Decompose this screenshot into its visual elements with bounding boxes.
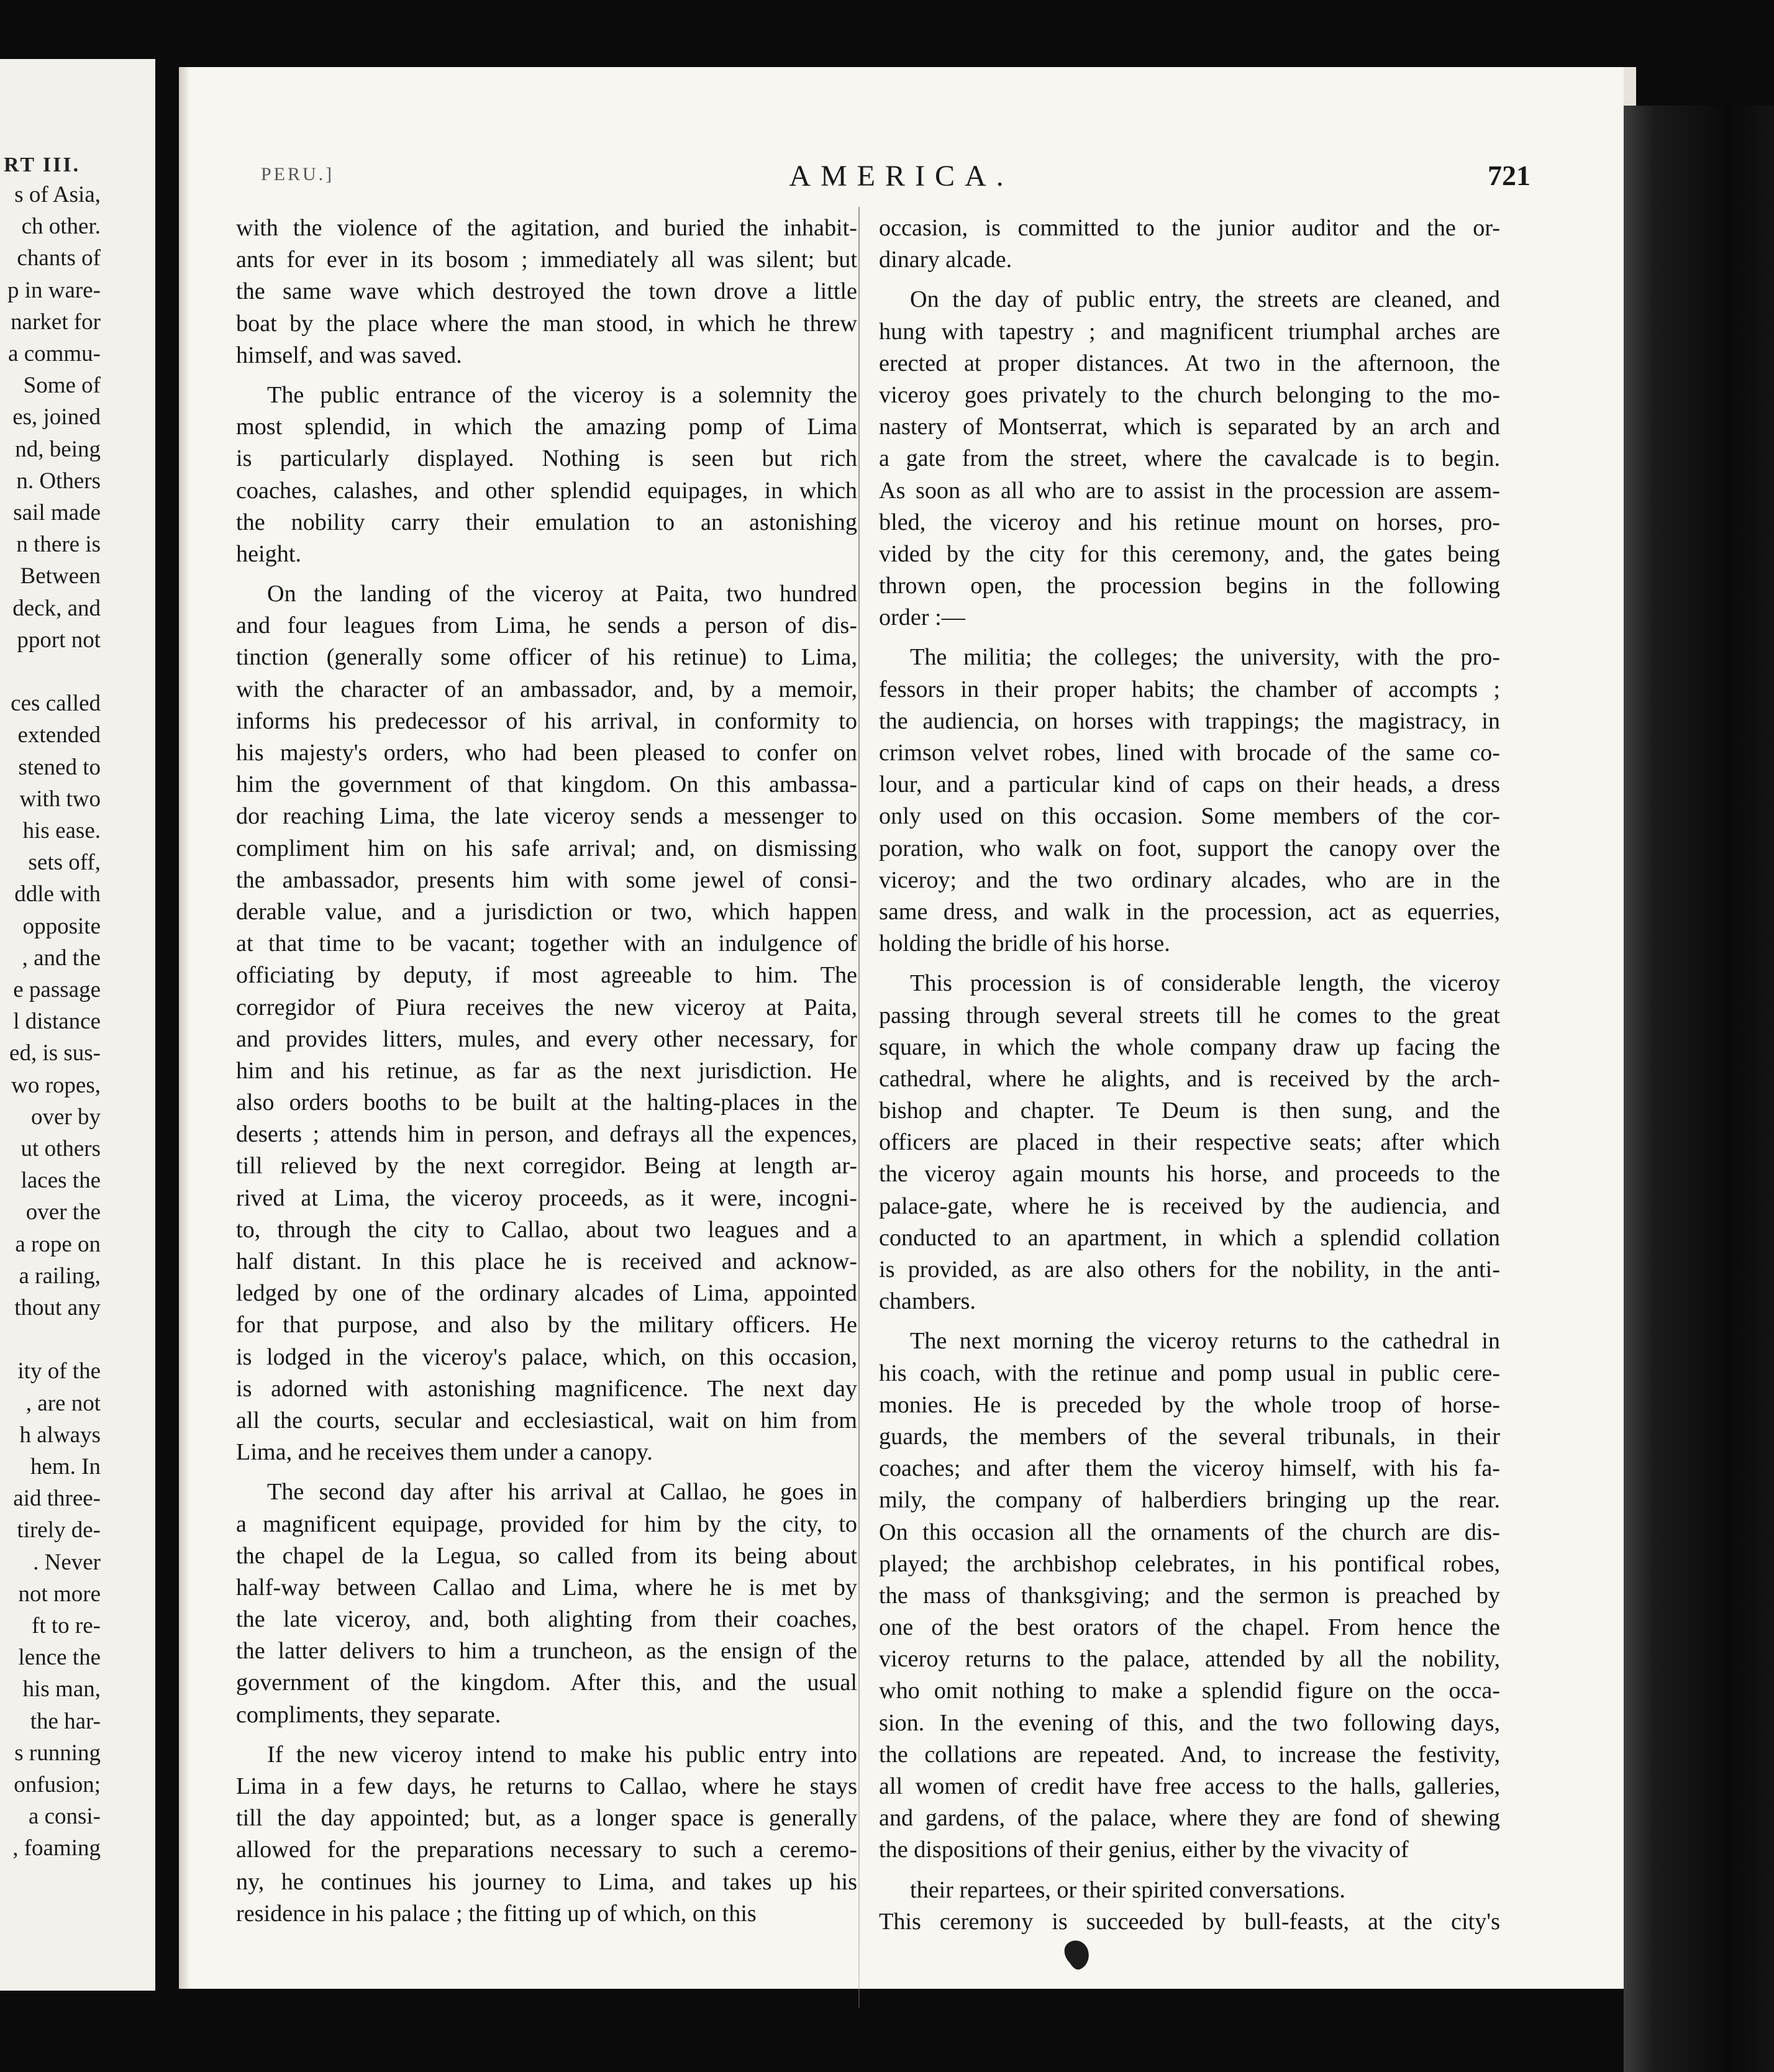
- previous-page-line: hem. In: [30, 1454, 101, 1479]
- text-line: the nobility carry their emulation to an astonishing: [236, 509, 857, 535]
- right-text-column: [879, 212, 1500, 1938]
- text-line: boat by the place where the man stood, in which he threw: [236, 310, 857, 337]
- text-line: the ambassador, presents him with some jewel of consi-: [236, 866, 857, 893]
- text-line: him the government of that kingdom. On this ambassa-: [236, 771, 857, 798]
- paragraph-gap: [879, 1866, 1500, 1874]
- previous-page-line: tirely de-: [17, 1517, 101, 1543]
- previous-page-line: over the: [25, 1199, 101, 1225]
- text-line: As soon as all who are to assist in the procession are assem-: [879, 477, 1500, 504]
- text-line: holding the bridle of his horse.: [879, 930, 1170, 957]
- text-line: is provided, as are also others for the nobility, in the anti-: [879, 1256, 1500, 1283]
- text-line: monies. He is preceded by the whole troop of horse-: [879, 1391, 1500, 1418]
- text-line: The militia; the colleges; the university, with the pro-: [910, 644, 1500, 671]
- previous-page-line: s of Asia,: [14, 182, 101, 207]
- previous-page-line: opposite: [22, 913, 101, 939]
- previous-page-line: nd, being: [15, 436, 101, 462]
- text-line: ants for ever in its bosom ; immediately all was silent; but: [236, 247, 857, 273]
- text-line: the same wave which destroyed the town drove a little: [236, 278, 857, 305]
- previous-page-line: , and the: [22, 945, 101, 971]
- book-page: [179, 67, 1624, 1989]
- text-line: the mass of thanksgiving; and the sermon is preached by: [879, 1582, 1500, 1609]
- text-line: government of the kingdom. After this, and the usual: [236, 1670, 857, 1696]
- text-line: with the violence of the agitation, and buried the inhabit-: [236, 215, 857, 241]
- text-line: fessors in their proper habits; the chamber of accompts ;: [879, 676, 1500, 702]
- previous-page-line: deck, and: [12, 595, 101, 621]
- text-line: all women of credit have free access to the halls, galleries,: [879, 1773, 1500, 1799]
- text-line: the chapel de la Legua, so called from its being about: [236, 1542, 857, 1569]
- book-binding-edge: [1624, 106, 1774, 2072]
- previous-page-line: over by: [31, 1104, 101, 1130]
- text-line: viceroy goes privately to the church belonging to the mo-: [879, 381, 1500, 408]
- text-line: their repartees, or their spirited conversations.: [910, 1876, 1345, 1903]
- text-line: guards, the members of the several tribunals, in their: [879, 1423, 1500, 1450]
- previous-page-fragment: [0, 59, 155, 1991]
- ink-blot-mark: [1062, 1938, 1091, 1970]
- previous-page-line: extended: [17, 722, 101, 748]
- text-line: The public entrance of the viceroy is a solemnity the: [267, 381, 857, 408]
- previous-page-line: not more: [18, 1581, 101, 1607]
- previous-page-line: ed, is sus-: [9, 1040, 101, 1066]
- text-line: compliments, they separate.: [236, 1701, 501, 1728]
- previous-page-line: a consi-: [28, 1804, 101, 1830]
- text-line: cathedral, where he alights, and is received by the arch-: [879, 1065, 1500, 1092]
- text-line: bishop and chapter. Te Deum is then sung, and the: [879, 1097, 1500, 1124]
- running-head-section: PERU.]: [261, 164, 335, 184]
- text-line: allowed for the preparations necessary to such a ceremo-: [236, 1837, 857, 1863]
- text-line: and provides litters, mules, and every other necessary, for: [236, 1025, 857, 1052]
- previous-page-line: ces called: [11, 691, 101, 717]
- text-line: and gardens, of the palace, where they are fond of shewing: [879, 1805, 1500, 1832]
- text-line: derable value, and a jurisdiction or two, which happen: [236, 898, 857, 925]
- paragraph-gap: [236, 570, 857, 578]
- text-line: viceroy returns to the palace, attended by all the nobility,: [879, 1646, 1500, 1673]
- column-divider: [858, 207, 860, 2008]
- text-line: palace-gate, where he is received by the audiencia, and: [879, 1193, 1500, 1219]
- previous-page-line: ft to re-: [32, 1613, 101, 1638]
- text-line: all the courts, secular and ecclesiastical, wait on him from: [236, 1407, 857, 1434]
- previous-page-line: es, joined: [12, 404, 101, 430]
- previous-page-line: a commu-: [8, 341, 101, 366]
- text-line: viceroy; and the two ordinary alcades, who are in the: [879, 866, 1500, 893]
- text-line: the latter delivers to him a truncheon, as the ensign of the: [236, 1638, 857, 1665]
- text-line: officers are placed in their respective seats; after which: [879, 1129, 1500, 1156]
- previous-page-line: ut others: [20, 1136, 101, 1161]
- previous-page-line: wo ropes,: [11, 1072, 101, 1098]
- previous-page-line: stened to: [18, 754, 101, 780]
- text-line: poration, who walk on foot, support the canopy over the: [879, 835, 1500, 861]
- previous-page-line: ity of the: [17, 1358, 101, 1384]
- previous-page-line: narket for: [11, 309, 101, 335]
- text-line: one of the best orators of the chapel. From hence the: [879, 1614, 1500, 1641]
- text-line: and four leagues from Lima, he sends a person of dis-: [236, 612, 857, 639]
- running-head-title: AMERICA.: [789, 160, 1014, 193]
- previous-page-line: sets off,: [28, 850, 101, 876]
- previous-page-line: e passage: [13, 977, 101, 1002]
- text-line: half distant. In this place he is received and acknow-: [236, 1248, 857, 1275]
- text-line: half-way between Callao and Lima, where he is met by: [236, 1574, 857, 1601]
- text-line: square, in which the whole company draw up facing the: [879, 1034, 1500, 1060]
- text-line: ny, he continues his journey to Lima, and takes up his: [236, 1868, 857, 1895]
- text-line: This ceremony is succeeded by bull-feasts, at the city's: [879, 1908, 1500, 1935]
- text-line: rived at Lima, the viceroy proceeds, as it were, incogni-: [236, 1184, 857, 1211]
- previous-page-line: , are not: [25, 1390, 101, 1416]
- page-number: 721: [1488, 160, 1531, 191]
- text-line: corregidor of Piura receives the new viceroy at Paita,: [236, 994, 857, 1020]
- text-line: height.: [236, 540, 301, 567]
- text-line: dinary alcade.: [879, 247, 1012, 273]
- text-line: till relieved by the next corregidor. Being at length ar-: [236, 1153, 857, 1179]
- text-line: vided by the city for this ceremony, and, the gates being: [879, 540, 1500, 567]
- left-text-column: [236, 212, 857, 1930]
- previous-page-line: a rope on: [15, 1231, 101, 1257]
- paragraph-gap: [236, 371, 857, 379]
- previous-page-line: Some of: [23, 373, 101, 399]
- previous-page-line: his man,: [22, 1676, 101, 1702]
- previous-page-line: his ease.: [22, 818, 101, 843]
- previous-page-line: laces the: [20, 1168, 101, 1194]
- text-line: erected at proper distances. At two in the afternoon, the: [879, 350, 1500, 376]
- previous-page-line: s running: [14, 1740, 101, 1766]
- previous-page-line: a railing,: [19, 1263, 101, 1289]
- previous-page-line: pport not: [17, 627, 101, 653]
- text-line: coaches; and after them the viceroy himself, with his fa-: [879, 1455, 1500, 1482]
- text-line: The second day after his arrival at Callao, he goes in: [267, 1479, 857, 1506]
- previous-page-line: thout any: [14, 1295, 101, 1320]
- text-line: is lodged in the viceroy's palace, which, on this occasion,: [236, 1343, 857, 1370]
- text-line: to, through the city to Callao, about two leagues and a: [236, 1216, 857, 1243]
- previous-page-line: onfusion;: [14, 1772, 101, 1797]
- previous-page-line: p in ware-: [7, 277, 101, 303]
- text-line: himself, and was saved.: [236, 342, 462, 368]
- previous-page-line: aid three-: [13, 1486, 101, 1512]
- text-line: conducted to an apartment, in which a splendid collation: [879, 1224, 1500, 1251]
- text-line: only used on this occasion. Some members of the cor-: [879, 803, 1500, 830]
- text-line: tinction (generally some officer of his retinue) to Lima,: [236, 644, 857, 671]
- previous-page-line: sail made: [13, 500, 101, 525]
- text-line: chambers.: [879, 1288, 976, 1315]
- previous-page-line: with two: [19, 786, 101, 812]
- paragraph-gap: [236, 1731, 857, 1739]
- text-line: On the day of public entry, the streets are cleaned, and: [910, 286, 1500, 313]
- text-line: at that time to be vacant; together with an indulgence of: [236, 930, 857, 957]
- text-line: him and his retinue, as far as the next jurisdiction. He: [236, 1057, 857, 1084]
- text-line: deserts ; attends him in person, and defrays all the expences,: [236, 1121, 857, 1148]
- text-line: for that purpose, and also by the military officers. He: [236, 1312, 857, 1338]
- text-line: passing through several streets till he comes to the great: [879, 1002, 1500, 1029]
- text-line: ledged by one of the ordinary alcades of Lima, appointed: [236, 1280, 857, 1307]
- text-line: mily, the company of halberdiers bringing up the rear.: [879, 1487, 1500, 1514]
- text-line: the collations are repeated. And, to increase the festivity,: [879, 1741, 1500, 1768]
- text-line: coaches, calashes, and other splendid equipages, in which: [236, 477, 857, 504]
- previous-page-line: the har-: [30, 1708, 101, 1734]
- text-line: who omit nothing to make a splendid figure on the occa-: [879, 1678, 1500, 1704]
- text-line: bled, the viceroy and his retinue mount on horses, pro-: [879, 509, 1500, 535]
- text-line: with the character of an ambassador, and, by a memoir,: [236, 676, 857, 702]
- previous-page-line: l distance: [13, 1009, 101, 1035]
- paragraph-gap: [879, 634, 1500, 642]
- text-line: the viceroy again mounts his horse, and proceeds to the: [879, 1161, 1500, 1188]
- text-line: is particularly displayed. Nothing is seen but rich: [236, 445, 857, 472]
- previous-page-line: Between: [20, 563, 101, 589]
- text-line: informs his predecessor of his arrival, in conformity to: [236, 707, 857, 734]
- paragraph-gap: [879, 276, 1500, 284]
- text-line: same dress, and walk in the procession, act as equerries,: [879, 898, 1500, 925]
- text-line: a magnificent equipage, provided for him by the city, to: [236, 1511, 857, 1537]
- previous-page-header: RT III.: [4, 153, 81, 176]
- text-line: compliment him on his safe arrival; and, on dismissing: [236, 835, 857, 861]
- paragraph-gap: [879, 960, 1500, 968]
- previous-page-line: n. Others: [16, 468, 101, 494]
- text-line: This procession is of considerable length, the viceroy: [910, 970, 1500, 997]
- text-line: a gate from the street, where the cavalcade is to begin.: [879, 445, 1500, 472]
- text-line: Lima in a few days, he returns to Callao, where he stays: [236, 1773, 857, 1799]
- text-line: On the landing of the viceroy at Paita, two hundred: [267, 581, 857, 607]
- text-line: dor reaching Lima, the late viceroy sends a messenger to: [236, 803, 857, 830]
- text-line: occasion, is committed to the junior auditor and the or-: [879, 215, 1500, 241]
- text-line: thrown open, the procession begins in the following: [879, 573, 1500, 599]
- page-gutter-shadow: [179, 67, 190, 1989]
- text-line: sion. In the evening of this, and the two following days,: [879, 1709, 1500, 1736]
- text-line: also orders booths to be built at the halting-places in the: [236, 1089, 857, 1116]
- text-line: crimson velvet robes, lined with brocade of the same co-: [879, 740, 1500, 766]
- previous-page-line: . Never: [33, 1549, 101, 1575]
- text-line: The next morning the viceroy returns to the cathedral in: [910, 1328, 1500, 1355]
- paragraph-gap: [236, 1468, 857, 1476]
- text-line: most splendid, in which the amazing pomp of Lima: [236, 414, 857, 440]
- text-line: residence in his palace ; the fitting up of which, on this: [236, 1900, 757, 1927]
- text-line: his coach, with the retinue and pomp usual in public cere-: [879, 1360, 1500, 1386]
- text-line: the audiencia, on horses with trappings; the magistracy, in: [879, 707, 1500, 734]
- previous-page-line: ddle with: [14, 881, 101, 907]
- text-line: order :—: [879, 604, 965, 631]
- text-line: If the new viceroy intend to make his public entry into: [267, 1741, 857, 1768]
- text-line: till the day appointed; but, as a longer space is generally: [236, 1805, 857, 1832]
- text-line: played; the archbishop celebrates, in his pontifical robes,: [879, 1550, 1500, 1577]
- previous-page-line: h always: [19, 1422, 101, 1448]
- previous-page-line: ch other.: [21, 214, 101, 240]
- previous-page-line: lence the: [18, 1645, 101, 1671]
- text-line: is adorned with astonishing magnificence. The next day: [236, 1375, 857, 1402]
- previous-page-line: , foaming: [12, 1835, 101, 1861]
- text-line: lour, and a particular kind of caps on their heads, a dress: [879, 771, 1500, 798]
- text-line: On this occasion all the ornaments of the church are dis-: [879, 1519, 1500, 1545]
- previous-page-line: chants of: [17, 245, 101, 271]
- text-line: his majesty's orders, who had been pleased to confer on: [236, 740, 857, 766]
- previous-page-line: n there is: [16, 532, 101, 558]
- text-line: hung with tapestry ; and magnificent triumphal arches are: [879, 318, 1500, 345]
- text-line: Lima, and he receives them under a canopy.: [236, 1439, 653, 1466]
- paragraph-gap: [879, 1317, 1500, 1325]
- text-line: nastery of Montserrat, which is separated by an arch and: [879, 414, 1500, 440]
- text-line: officiating by deputy, if most agreeable to him. The: [236, 962, 857, 989]
- text-line: the late viceroy, and, both alighting from their coaches,: [236, 1606, 857, 1633]
- text-line: the dispositions of their genius, either by the vivacity of: [879, 1837, 1409, 1863]
